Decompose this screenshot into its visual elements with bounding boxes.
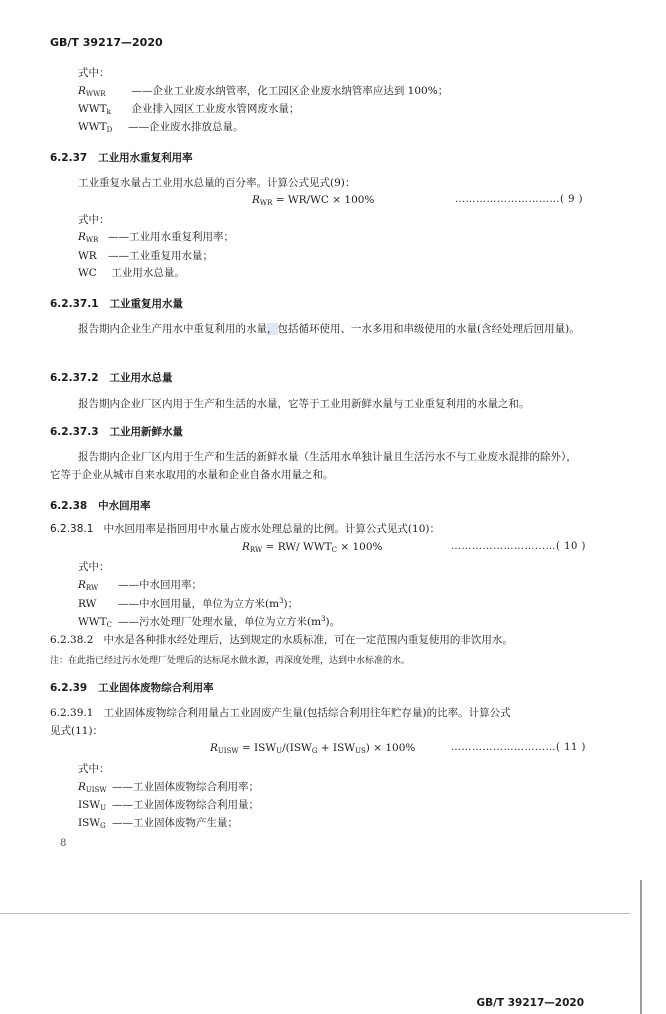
formula-11: $R_{UISW} = ISW_U/(ISW_G + ISW_{US}) \times 100\%$: [210, 742, 416, 755]
paragraph: 见式(11)：: [50, 725, 104, 737]
var-row: $WWT_k$ 企业排入园区工业废水管网废水量；: [78, 103, 300, 116]
leader-dots: …………………………( 10 ): [451, 541, 586, 552]
var-row: $ISW_U$ ——工业固体废物综合利用量；: [78, 799, 259, 812]
var-row: WR ——工业重复用水量；: [78, 250, 213, 262]
var-row: $R_{WR}$ ——工业用水重复利用率；: [78, 231, 234, 244]
page-number: 8: [60, 838, 67, 849]
var-row: $R_{RW}$ ——中水回用率；: [78, 579, 202, 592]
var-row: $ISW_G$ ——工业固体废物产生量；: [78, 817, 238, 830]
standard-code-footer: GB/T 39217—2020: [476, 997, 584, 1009]
equation-number: ( 10 ): [556, 541, 586, 552]
note: 注：在此指已经过污水处理厂处理后的达标尾水做水源，再深度处理，达到中水标准的水。: [50, 656, 411, 666]
paragraph: 6.2.39.1 工业固体废物综合利用量占工业固废产生量(包括综合利用往年贮存量)的比率。计算公式: [50, 707, 511, 719]
paragraph: 报告期内企业生产用水中重复利用的水量，包括循环使用、一水多用和串级使用的水量(含经处理后回用量)。: [78, 323, 580, 335]
equation-number: ( 11 ): [556, 742, 586, 753]
section-heading-6-2-39: 6.2.39 工业固体废物综合利用率: [50, 682, 214, 694]
shizhong-label: 式中：: [78, 214, 110, 226]
var-row: $R_{WWR}$ ——企业工业废水纳管率，化工园区企业废水纳管率应达到 100%；: [78, 85, 449, 98]
section-heading-6-2-37: 6.2.37 工业用水重复利用率: [50, 152, 193, 164]
leader-dots: …………………………( 11 ): [451, 742, 586, 753]
shizhong-label: 式中：: [78, 763, 110, 775]
shizhong-label: 式中：: [78, 67, 110, 79]
paragraph: 6.2.38.2 中水是各种排水经处理后，达到规定的水质标准，可在一定范围内重复使用的非饮用水。: [50, 634, 513, 646]
var-row: $WWT_D$ ——企业废水排放总量。: [78, 121, 244, 134]
paragraph: 报告期内企业厂区内用于生产和生活的新鲜水量（生活用水单独计量且生活污水不与工业废水混排的除外），它等于企业从城市自来水取用的水量和企业自备水用量之和。: [50, 451, 577, 481]
standard-code-header: GB/T 39217—2020: [50, 36, 163, 49]
text-cursor-highlight: ，: [267, 323, 278, 335]
formula-10: $R_{RW} = RW/$ $WWT_C \times 100\%$: [242, 541, 383, 554]
var-row: RW ——中水回用量，单位为立方米$(m^3)$；: [78, 597, 299, 610]
section-heading-6-2-38: 6.2.38 中水回用率: [50, 500, 151, 512]
section-heading-6-2-37-2: 6.2.37.2 工业用水总量: [50, 372, 173, 384]
var-row: WC 工业用水总量。: [78, 267, 185, 279]
section-heading-6-2-37-1: 6.2.37.1 工业重复用水量: [50, 298, 183, 310]
paragraph: 工业重复水量占工业用水总量的百分率。计算公式见式(9)：: [78, 177, 356, 189]
section-heading-6-2-37-3: 6.2.37.3 工业用新鲜水量: [50, 426, 183, 438]
var-row: $R_{UISW}$ ——工业固体废物综合利用率；: [78, 781, 259, 794]
paragraph: 6.2.38.1 中水回用率是指回用中水量占废水处理总量的比例。计算公式见式(10)：: [50, 523, 440, 535]
shizhong-label: 式中：: [78, 561, 110, 573]
page-divider: [0, 913, 630, 914]
equation-number: ( 9 ): [560, 194, 584, 205]
formula-9: $R_{WR} = WR/WC \times 100\%$: [252, 194, 375, 207]
page-edge: [640, 880, 642, 1014]
leader-dots: …………………………( 9 ): [455, 194, 584, 205]
paragraph: 报告期内企业厂区内用于生产和生活的水量，它等于工业用新鲜水量与工业重复利用的水量之和。: [78, 398, 530, 410]
var-row: $WWT_C$ ——污水处理厂处理水量，单位为立方米$(m^3)$。: [78, 615, 341, 629]
